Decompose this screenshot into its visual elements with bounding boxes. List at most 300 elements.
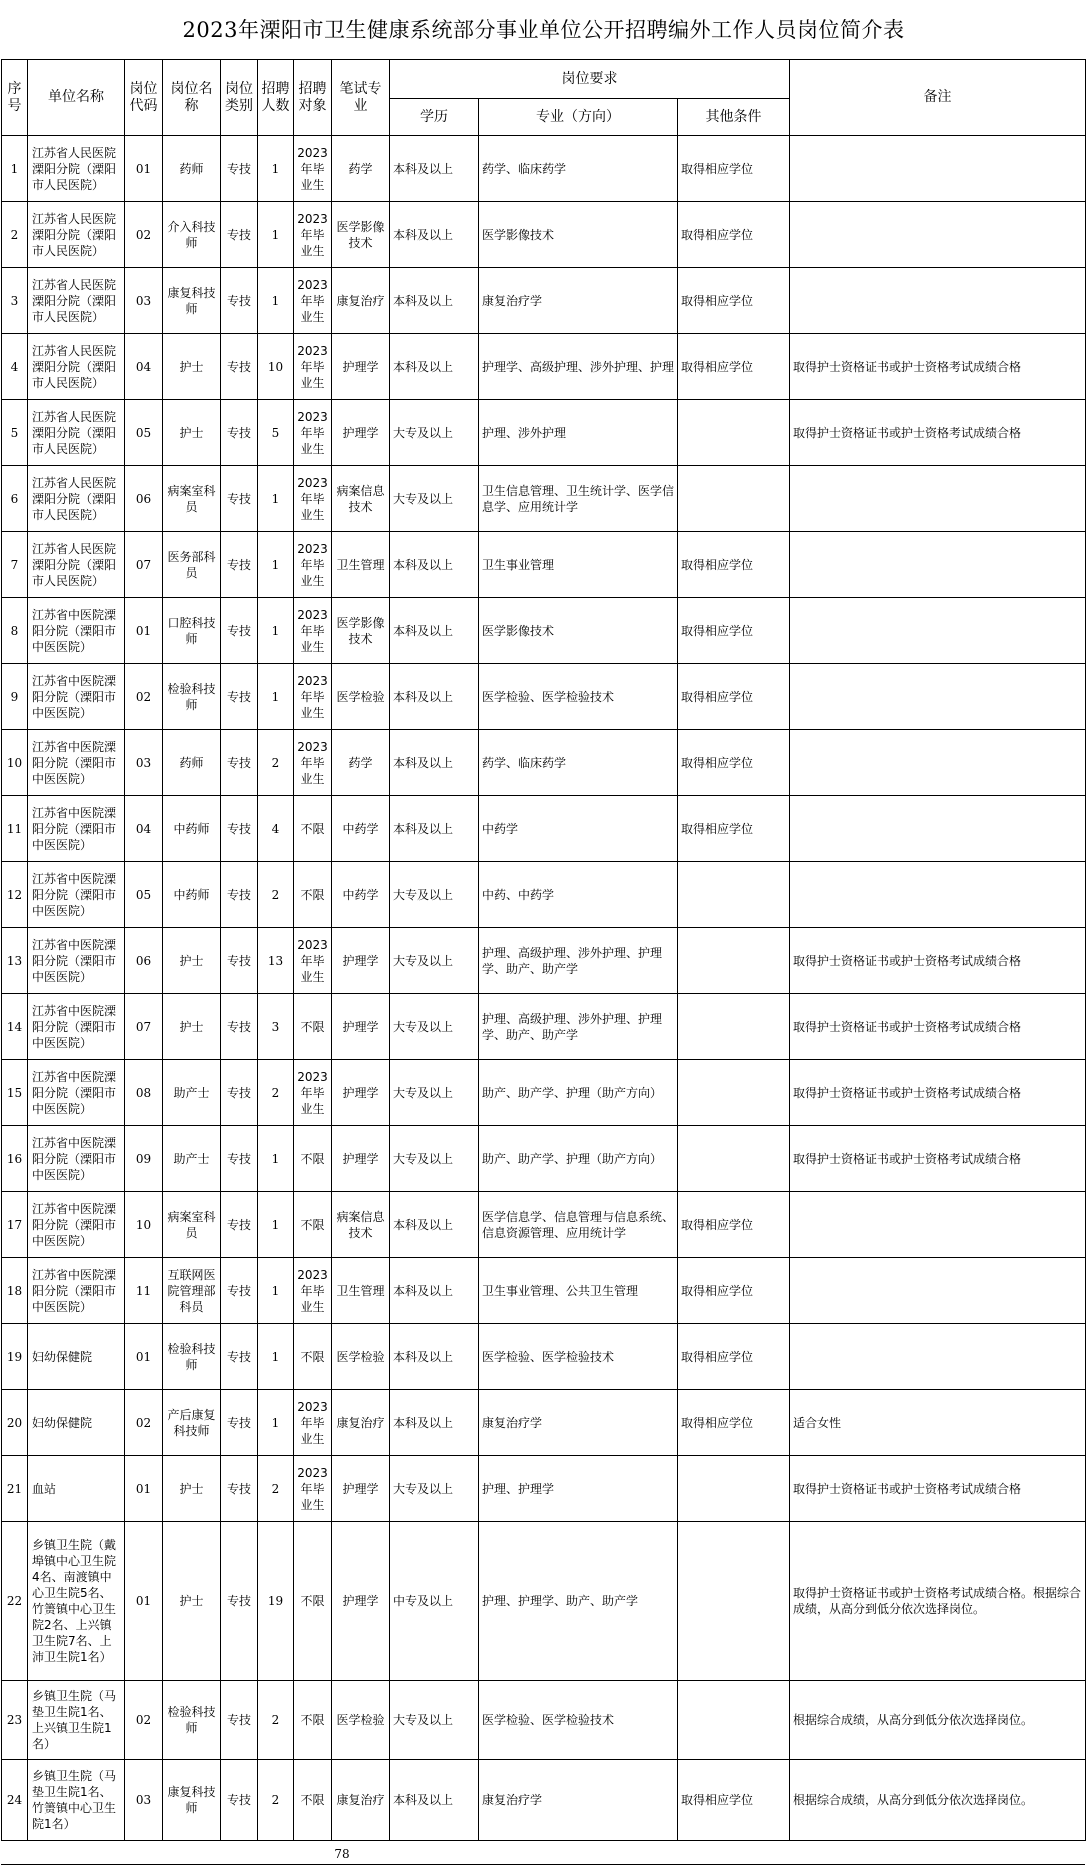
- cell-count: 4: [258, 796, 294, 862]
- cell-note: [790, 1192, 1086, 1258]
- cell-other: [678, 1456, 790, 1522]
- cell-note: [790, 466, 1086, 532]
- cell-post: 中药师: [163, 862, 221, 928]
- cell-target: 不限: [294, 1681, 332, 1760]
- cell-count: 1: [258, 1324, 294, 1390]
- table-row: [2, 862, 1086, 928]
- cell-unit: 乡镇卫生院（马垫卫生院1名、上兴镇卫生院1名）: [28, 1681, 125, 1760]
- cell-exam: 医学检验: [332, 1324, 390, 1390]
- cell-code: 02: [125, 1390, 163, 1456]
- cell-code: 08: [125, 1060, 163, 1126]
- cell-seq: 17: [2, 1192, 28, 1258]
- cell-education: 本科及以上: [390, 268, 479, 334]
- cell-seq: 4: [2, 334, 28, 400]
- cell-education: 本科及以上: [390, 796, 479, 862]
- cell-major: 医学影像技术: [479, 202, 678, 268]
- cell-count: 1: [258, 664, 294, 730]
- cell-count: 2: [258, 1060, 294, 1126]
- table-row: [2, 1060, 1086, 1126]
- cell-exam: 医学检验: [332, 664, 390, 730]
- cell-exam: 康复治疗: [332, 268, 390, 334]
- cell-major: 护理、高级护理、涉外护理、护理学、助产、助产学: [479, 928, 678, 994]
- cell-education: 大专及以上: [390, 1681, 479, 1760]
- cell-unit: 江苏省中医院溧阳分院（溧阳市中医医院）: [28, 730, 125, 796]
- cell-seq: 22: [2, 1522, 28, 1681]
- header-other: 其他条件: [678, 99, 790, 136]
- cell-other: [678, 466, 790, 532]
- cell-target: 2023年毕业生: [294, 730, 332, 796]
- cell-exam: 医学影像技术: [332, 598, 390, 664]
- cell-seq: 24: [2, 1760, 28, 1841]
- cell-unit: 江苏省人民医院溧阳分院（溧阳市人民医院）: [28, 334, 125, 400]
- cell-target: 不限: [294, 994, 332, 1060]
- cell-note: [790, 730, 1086, 796]
- total-count: 78: [334, 1847, 350, 1861]
- header-category: 岗位类别: [221, 60, 258, 136]
- cell-code: 06: [125, 928, 163, 994]
- cell-target: 2023年毕业生: [294, 400, 332, 466]
- header-education: 学历: [390, 99, 479, 136]
- cell-other: 取得相应学位: [678, 1258, 790, 1324]
- cell-target: 不限: [294, 1324, 332, 1390]
- cell-major: 卫生事业管理、公共卫生管理: [479, 1258, 678, 1324]
- cell-other: [678, 1060, 790, 1126]
- cell-count: 5: [258, 400, 294, 466]
- table-row: [2, 994, 1086, 1060]
- cell-major: 医学检验、医学检验技术: [479, 1324, 678, 1390]
- cell-post: 护士: [163, 1456, 221, 1522]
- cell-code: 05: [125, 400, 163, 466]
- cell-seq: 21: [2, 1456, 28, 1522]
- cell-exam: 护理学: [332, 1126, 390, 1192]
- cell-exam: 药学: [332, 136, 390, 202]
- recruitment-table: [1, 59, 1086, 1841]
- cell-exam: 护理学: [332, 1060, 390, 1126]
- cell-target: 2023年毕业生: [294, 334, 332, 400]
- cell-major: 医学影像技术: [479, 598, 678, 664]
- cell-code: 01: [125, 136, 163, 202]
- cell-seq: 12: [2, 862, 28, 928]
- cell-count: 2: [258, 862, 294, 928]
- cell-target: 不限: [294, 862, 332, 928]
- table-body: [2, 136, 1086, 1841]
- cell-code: 04: [125, 334, 163, 400]
- cell-note: 取得护士资格证书或护士资格考试成绩合格: [790, 994, 1086, 1060]
- cell-target: 不限: [294, 1760, 332, 1841]
- cell-seq: 20: [2, 1390, 28, 1456]
- cell-other: [678, 1126, 790, 1192]
- cell-count: 1: [258, 1258, 294, 1324]
- cell-category: 专技: [221, 730, 258, 796]
- table-row: [2, 334, 1086, 400]
- cell-seq: 15: [2, 1060, 28, 1126]
- cell-unit: 妇幼保健院: [28, 1390, 125, 1456]
- cell-major: 卫生事业管理: [479, 532, 678, 598]
- cell-note: 适合女性: [790, 1390, 1086, 1456]
- cell-seq: 5: [2, 400, 28, 466]
- cell-target: 2023年毕业生: [294, 598, 332, 664]
- cell-exam: 卫生管理: [332, 1258, 390, 1324]
- cell-category: 专技: [221, 1324, 258, 1390]
- table-row: [2, 1192, 1086, 1258]
- cell-code: 02: [125, 664, 163, 730]
- cell-unit: 江苏省中医院溧阳分院（溧阳市中医医院）: [28, 1126, 125, 1192]
- cell-education: 本科及以上: [390, 136, 479, 202]
- header-requirements: 岗位要求: [390, 60, 790, 99]
- cell-target: 2023年毕业生: [294, 1456, 332, 1522]
- cell-other: 取得相应学位: [678, 334, 790, 400]
- table-row: [2, 1681, 1086, 1760]
- cell-education: 本科及以上: [390, 1760, 479, 1841]
- cell-note: [790, 136, 1086, 202]
- cell-post: 护士: [163, 1522, 221, 1681]
- cell-count: 10: [258, 334, 294, 400]
- cell-other: 取得相应学位: [678, 202, 790, 268]
- table-row: [2, 202, 1086, 268]
- cell-seq: 2: [2, 202, 28, 268]
- cell-code: 03: [125, 730, 163, 796]
- cell-unit: 江苏省人民医院溧阳分院（溧阳市人民医院）: [28, 202, 125, 268]
- cell-post: 中药师: [163, 796, 221, 862]
- table-row: [2, 466, 1086, 532]
- cell-seq: 3: [2, 268, 28, 334]
- cell-category: 专技: [221, 862, 258, 928]
- cell-seq: 19: [2, 1324, 28, 1390]
- cell-note: 取得护士资格证书或护士资格考试成绩合格: [790, 400, 1086, 466]
- cell-category: 专技: [221, 334, 258, 400]
- cell-unit: 乡镇卫生院（马垫卫生院1名、竹箦镇中心卫生院1名）: [28, 1760, 125, 1841]
- header-unit: 单位名称: [28, 60, 125, 136]
- cell-other: 取得相应学位: [678, 1192, 790, 1258]
- cell-exam: 康复治疗: [332, 1390, 390, 1456]
- cell-target: 2023年毕业生: [294, 532, 332, 598]
- cell-category: 专技: [221, 1681, 258, 1760]
- cell-post: 康复科技师: [163, 268, 221, 334]
- cell-exam: 护理学: [332, 994, 390, 1060]
- cell-note: [790, 532, 1086, 598]
- cell-code: 01: [125, 1456, 163, 1522]
- cell-note: [790, 598, 1086, 664]
- cell-count: 1: [258, 268, 294, 334]
- cell-post: 介入科技师: [163, 202, 221, 268]
- cell-note: [790, 202, 1086, 268]
- cell-education: 本科及以上: [390, 532, 479, 598]
- cell-seq: 10: [2, 730, 28, 796]
- table-row: [2, 136, 1086, 202]
- cell-unit: 江苏省中医院溧阳分院（溧阳市中医医院）: [28, 1258, 125, 1324]
- cell-other: 取得相应学位: [678, 1324, 790, 1390]
- cell-post: 药师: [163, 136, 221, 202]
- cell-major: 医学检验、医学检验技术: [479, 664, 678, 730]
- cell-note: [790, 862, 1086, 928]
- cell-code: 01: [125, 1522, 163, 1681]
- cell-education: 本科及以上: [390, 598, 479, 664]
- cell-code: 03: [125, 1760, 163, 1841]
- table-row: [2, 1760, 1086, 1841]
- cell-target: 不限: [294, 796, 332, 862]
- cell-category: 专技: [221, 1060, 258, 1126]
- cell-category: 专技: [221, 400, 258, 466]
- table-row: [2, 928, 1086, 994]
- cell-seq: 13: [2, 928, 28, 994]
- cell-major: 助产、助产学、护理（助产方向）: [479, 1060, 678, 1126]
- cell-other: 取得相应学位: [678, 268, 790, 334]
- cell-target: 不限: [294, 1192, 332, 1258]
- cell-education: 中专及以上: [390, 1522, 479, 1681]
- cell-count: 1: [258, 1192, 294, 1258]
- cell-note: 取得护士资格证书或护士资格考试成绩合格: [790, 1126, 1086, 1192]
- cell-major: 康复治疗学: [479, 268, 678, 334]
- cell-education: 本科及以上: [390, 202, 479, 268]
- cell-education: 本科及以上: [390, 730, 479, 796]
- table-row: [2, 400, 1086, 466]
- cell-post: 检验科技师: [163, 1681, 221, 1760]
- table-row: [2, 268, 1086, 334]
- cell-other: 取得相应学位: [678, 598, 790, 664]
- table-row: [2, 730, 1086, 796]
- cell-other: [678, 994, 790, 1060]
- cell-count: 1: [258, 598, 294, 664]
- header-exam: 笔试专业: [332, 60, 390, 136]
- cell-count: 1: [258, 202, 294, 268]
- cell-seq: 16: [2, 1126, 28, 1192]
- cell-target: 2023年毕业生: [294, 268, 332, 334]
- cell-category: 专技: [221, 994, 258, 1060]
- cell-category: 专技: [221, 1522, 258, 1681]
- cell-exam: 康复治疗: [332, 1760, 390, 1841]
- cell-seq: 18: [2, 1258, 28, 1324]
- cell-category: 专技: [221, 1760, 258, 1841]
- cell-seq: 9: [2, 664, 28, 730]
- cell-code: 02: [125, 202, 163, 268]
- cell-target: 不限: [294, 1522, 332, 1681]
- cell-note: 取得护士资格证书或护士资格考试成绩合格: [790, 928, 1086, 994]
- cell-target: 2023年毕业生: [294, 1060, 332, 1126]
- cell-major: 护理学、高级护理、涉外护理、护理: [479, 334, 678, 400]
- cell-code: 07: [125, 994, 163, 1060]
- cell-count: 2: [258, 1681, 294, 1760]
- cell-exam: 护理学: [332, 1522, 390, 1681]
- cell-code: 11: [125, 1258, 163, 1324]
- cell-unit: 江苏省中医院溧阳分院（溧阳市中医医院）: [28, 1192, 125, 1258]
- cell-code: 07: [125, 532, 163, 598]
- cell-post: 口腔科技师: [163, 598, 221, 664]
- cell-other: 取得相应学位: [678, 532, 790, 598]
- cell-count: 1: [258, 466, 294, 532]
- cell-seq: 6: [2, 466, 28, 532]
- cell-category: 专技: [221, 796, 258, 862]
- cell-post: 产后康复科技师: [163, 1390, 221, 1456]
- cell-unit: 江苏省中医院溧阳分院（溧阳市中医医院）: [28, 598, 125, 664]
- cell-count: 2: [258, 730, 294, 796]
- cell-exam: 中药学: [332, 796, 390, 862]
- cell-code: 06: [125, 466, 163, 532]
- cell-category: 专技: [221, 1390, 258, 1456]
- cell-education: 大专及以上: [390, 994, 479, 1060]
- cell-unit: 江苏省人民医院溧阳分院（溧阳市人民医院）: [28, 136, 125, 202]
- page-title: 2023年溧阳市卫生健康系统部分事业单位公开招聘编外工作人员岗位简介表: [182, 18, 905, 42]
- cell-major: 康复治疗学: [479, 1390, 678, 1456]
- cell-major: 卫生信息管理、卫生统计学、医学信息学、应用统计学: [479, 466, 678, 532]
- cell-note: [790, 1324, 1086, 1390]
- cell-major: 护理、护理学: [479, 1456, 678, 1522]
- cell-category: 专技: [221, 532, 258, 598]
- cell-education: 本科及以上: [390, 1324, 479, 1390]
- table-row: [2, 1390, 1086, 1456]
- cell-education: 本科及以上: [390, 1390, 479, 1456]
- cell-post: 检验科技师: [163, 664, 221, 730]
- cell-note: 根据综合成绩，从高分到低分依次选择岗位。: [790, 1760, 1086, 1841]
- cell-unit: 江苏省中医院溧阳分院（溧阳市中医医院）: [28, 994, 125, 1060]
- cell-exam: 护理学: [332, 334, 390, 400]
- cell-education: 大专及以上: [390, 466, 479, 532]
- cell-major: 中药学: [479, 796, 678, 862]
- cell-target: 2023年毕业生: [294, 928, 332, 994]
- cell-seq: 11: [2, 796, 28, 862]
- cell-target: 2023年毕业生: [294, 1258, 332, 1324]
- header-post: 岗位名称: [163, 60, 221, 136]
- cell-count: 1: [258, 532, 294, 598]
- cell-other: 取得相应学位: [678, 136, 790, 202]
- table-row: [2, 1126, 1086, 1192]
- cell-education: 大专及以上: [390, 1060, 479, 1126]
- cell-major: 医学信息学、信息管理与信息系统、信息资源管理、应用统计学: [479, 1192, 678, 1258]
- cell-other: 取得相应学位: [678, 1390, 790, 1456]
- cell-note: 取得护士资格证书或护士资格考试成绩合格: [790, 1060, 1086, 1126]
- table-row: [2, 532, 1086, 598]
- cell-post: 护士: [163, 994, 221, 1060]
- cell-seq: 7: [2, 532, 28, 598]
- cell-seq: 1: [2, 136, 28, 202]
- cell-count: 1: [258, 1390, 294, 1456]
- header-major: 专业（方向）: [479, 99, 678, 136]
- cell-category: 专技: [221, 1192, 258, 1258]
- cell-post: 护士: [163, 928, 221, 994]
- cell-unit: 妇幼保健院: [28, 1324, 125, 1390]
- cell-post: 检验科技师: [163, 1324, 221, 1390]
- cell-note: 取得护士资格证书或护士资格考试成绩合格: [790, 1456, 1086, 1522]
- cell-code: 04: [125, 796, 163, 862]
- cell-unit: 乡镇卫生院（戴埠镇中心卫生院4名、南渡镇中心卫生院5名、竹箦镇中心卫生院2名、上兴镇卫生院7名、上沛卫生院1名）: [28, 1522, 125, 1681]
- cell-category: 专技: [221, 1456, 258, 1522]
- cell-category: 专技: [221, 1258, 258, 1324]
- cell-target: 2023年毕业生: [294, 136, 332, 202]
- cell-count: 1: [258, 1126, 294, 1192]
- cell-count: 13: [258, 928, 294, 994]
- cell-note: 取得护士资格证书或护士资格考试成绩合格: [790, 334, 1086, 400]
- cell-post: 康复科技师: [163, 1760, 221, 1841]
- cell-category: 专技: [221, 928, 258, 994]
- cell-major: 药学、临床药学: [479, 136, 678, 202]
- cell-exam: 病案信息技术: [332, 1192, 390, 1258]
- cell-category: 专技: [221, 268, 258, 334]
- cell-unit: 江苏省人民医院溧阳分院（溧阳市人民医院）: [28, 532, 125, 598]
- cell-other: 取得相应学位: [678, 664, 790, 730]
- cell-exam: 护理学: [332, 400, 390, 466]
- cell-education: 本科及以上: [390, 334, 479, 400]
- cell-count: 1: [258, 136, 294, 202]
- cell-major: 药学、临床药学: [479, 730, 678, 796]
- cell-code: 01: [125, 598, 163, 664]
- cell-note: [790, 1258, 1086, 1324]
- table-row: [2, 1324, 1086, 1390]
- cell-unit: 江苏省人民医院溧阳分院（溧阳市人民医院）: [28, 268, 125, 334]
- cell-target: 2023年毕业生: [294, 664, 332, 730]
- cell-code: 05: [125, 862, 163, 928]
- cell-other: 取得相应学位: [678, 796, 790, 862]
- cell-major: 护理、涉外护理: [479, 400, 678, 466]
- cell-category: 专技: [221, 136, 258, 202]
- cell-exam: 护理学: [332, 928, 390, 994]
- table-header: [2, 60, 1086, 136]
- cell-note: 根据综合成绩，从高分到低分依次选择岗位。: [790, 1681, 1086, 1760]
- cell-seq: 8: [2, 598, 28, 664]
- table-row: [2, 1258, 1086, 1324]
- cell-post: 助产士: [163, 1126, 221, 1192]
- cell-major: 护理、高级护理、涉外护理、护理学、助产、助产学: [479, 994, 678, 1060]
- cell-unit: 江苏省人民医院溧阳分院（溧阳市人民医院）: [28, 466, 125, 532]
- header-count: 招聘人数: [258, 60, 294, 136]
- cell-major: 护理、护理学、助产、助产学: [479, 1522, 678, 1681]
- table-row: [2, 664, 1086, 730]
- cell-target: 2023年毕业生: [294, 1390, 332, 1456]
- cell-unit: 血站: [28, 1456, 125, 1522]
- cell-seq: 23: [2, 1681, 28, 1760]
- cell-code: 02: [125, 1681, 163, 1760]
- cell-other: [678, 1681, 790, 1760]
- cell-unit: 江苏省中医院溧阳分院（溧阳市中医医院）: [28, 862, 125, 928]
- header-target: 招聘对象: [294, 60, 332, 136]
- cell-education: 本科及以上: [390, 664, 479, 730]
- cell-category: 专技: [221, 1126, 258, 1192]
- cell-code: 09: [125, 1126, 163, 1192]
- cell-post: 病案室科员: [163, 1192, 221, 1258]
- cell-unit: 江苏省人民医院溧阳分院（溧阳市人民医院）: [28, 400, 125, 466]
- cell-count: 19: [258, 1522, 294, 1681]
- header-note: 备注: [790, 60, 1086, 136]
- cell-other: 取得相应学位: [678, 1760, 790, 1841]
- cell-post: 助产士: [163, 1060, 221, 1126]
- cell-category: 专技: [221, 598, 258, 664]
- cell-exam: 药学: [332, 730, 390, 796]
- cell-education: 本科及以上: [390, 1258, 479, 1324]
- cell-education: 大专及以上: [390, 862, 479, 928]
- cell-note: [790, 796, 1086, 862]
- cell-other: 取得相应学位: [678, 730, 790, 796]
- cell-unit: 江苏省中医院溧阳分院（溧阳市中医医院）: [28, 796, 125, 862]
- cell-code: 10: [125, 1192, 163, 1258]
- cell-post: 病案室科员: [163, 466, 221, 532]
- cell-other: [678, 862, 790, 928]
- cell-other: [678, 1522, 790, 1681]
- cell-note: 取得护士资格证书或护士资格考试成绩合格。根据综合成绩，从高分到低分依次选择岗位。: [790, 1522, 1086, 1681]
- header-seq: 序号: [2, 60, 28, 136]
- cell-target: 2023年毕业生: [294, 466, 332, 532]
- cell-unit: 江苏省中医院溧阳分院（溧阳市中医医院）: [28, 928, 125, 994]
- cell-unit: 江苏省中医院溧阳分院（溧阳市中医医院）: [28, 1060, 125, 1126]
- cell-education: 本科及以上: [390, 1192, 479, 1258]
- cell-category: 专技: [221, 664, 258, 730]
- cell-major: 助产、助产学、护理（助产方向）: [479, 1126, 678, 1192]
- cell-post: 医务部科员: [163, 532, 221, 598]
- cell-note: [790, 268, 1086, 334]
- cell-exam: 护理学: [332, 1456, 390, 1522]
- cell-exam: 中药学: [332, 862, 390, 928]
- cell-unit: 江苏省中医院溧阳分院（溧阳市中医医院）: [28, 664, 125, 730]
- cell-note: [790, 664, 1086, 730]
- cell-category: 专技: [221, 466, 258, 532]
- cell-major: 中药、中药学: [479, 862, 678, 928]
